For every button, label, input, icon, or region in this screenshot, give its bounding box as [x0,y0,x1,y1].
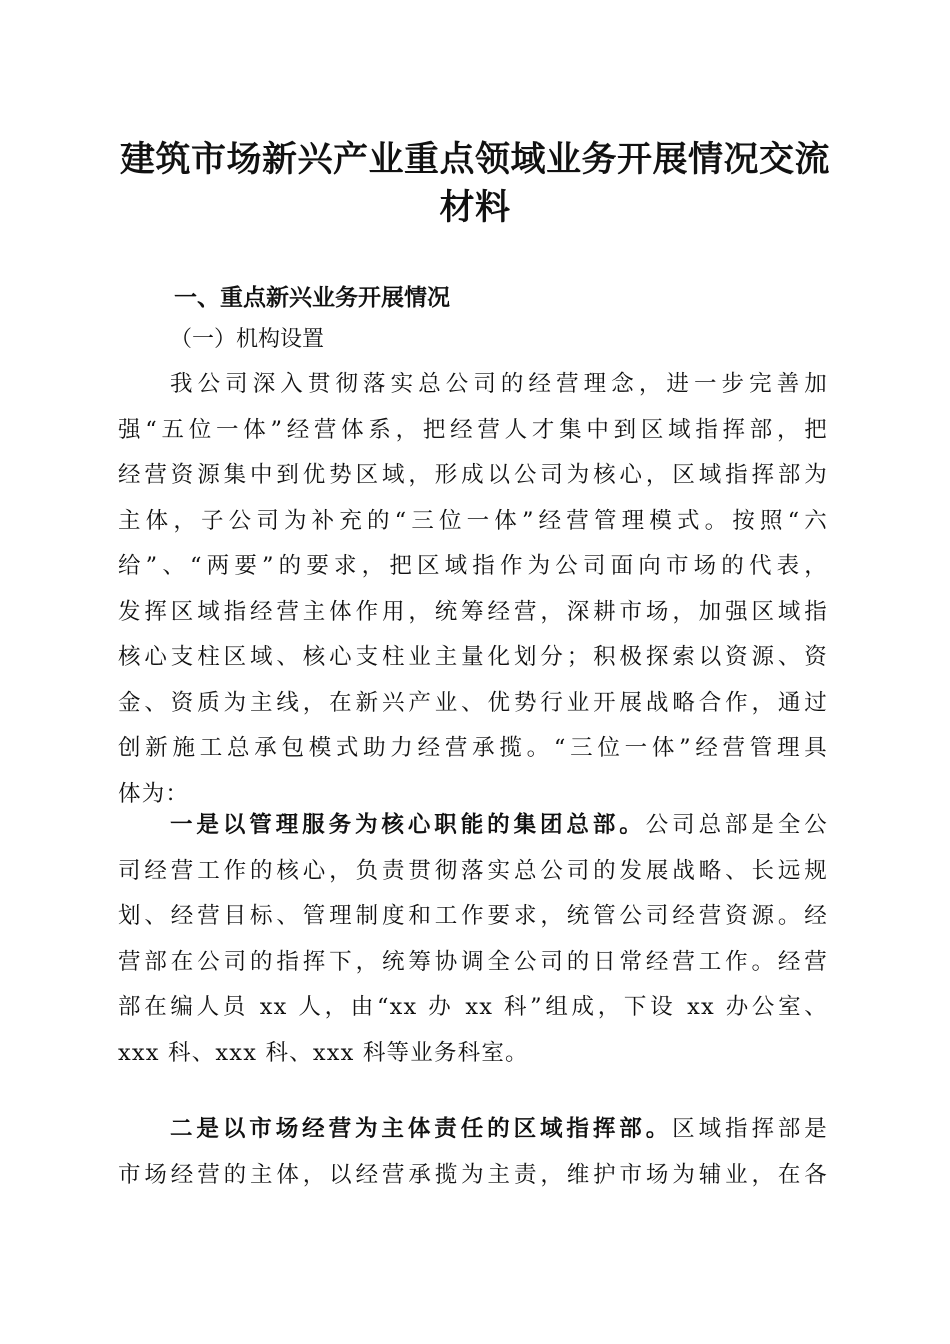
title-line-2: 材料 [439,187,511,228]
document-title [118,136,832,232]
paragraph-line: xxx 科、xxx 科、xxx 科等业务科室。 [118,1039,529,1066]
paragraph-organization [118,362,828,817]
paragraph-regional-command [118,1107,828,1198]
paragraph-line: 营部在公司的指挥下，统筹协调全公司的日常经营工作。经营 [118,948,828,975]
paragraph-lead-rest: 区域指挥部是 [672,1116,828,1142]
paragraph-line: 发挥区域指经营主体作用，统筹经营，深耕市场，加强区域指 [118,598,828,625]
paragraph-line: 市场经营的主体，以经营承揽为主责，维护市场为辅业，在各 [118,1161,828,1188]
subsection-heading: （一）机构设置 [170,327,325,352]
paragraph-line: 体为： [118,780,190,807]
paragraph-line: 给”、“两要”的要求，把区域指作为公司面向市场的代表， [118,553,828,579]
paragraph-line: 核心支柱区域、核心支柱业主量化划分；积极探索以资源、资 [118,644,828,670]
paragraph-line: 经营资源集中到优势区域，形成以公司为核心，区域指挥部为 [118,462,828,488]
paragraph-line: 金、资质为主线，在新兴产业、优势行业开展战略合作，通过 [118,689,828,716]
paragraph-lead-rest: 公司总部是全公 [645,812,828,838]
paragraph-first-line [118,803,828,849]
title-line-1: 建筑市场新兴产业重点领域业务开展情况交流 [119,139,830,180]
paragraph-line: 部在编人员 xx 人，由“xx 办 xx 科”组成，下设 xx 办公室、 [118,994,828,1020]
paragraph-line: 我公司深入贯彻落实总公司的经营理念，进一步完善加 [170,371,828,397]
paragraph-line: 创新施工总承包模式助力经营承揽。“三位一体”经营管理具 [118,735,828,761]
paragraph-line: 司经营工作的核心，负责贯彻落实总公司的发展战略、长远规 [118,857,828,884]
section-heading: 一、重点新兴业务开展情况 [174,285,450,311]
paragraph-line: 强“五位一体”经营体系，把经营人才集中到区域指挥部，把 [118,416,828,443]
paragraph-lead: 二是以市场经营为主体责任的区域指挥部。 [170,1116,673,1142]
paragraph-headquarters [118,803,828,1076]
paragraph-line: 主体，子公司为补充的“三位一体”经营管理模式。按照“六 [118,507,828,534]
paragraph-lead: 一是以管理服务为核心职能的集团总部。 [170,812,646,838]
paragraph-first-line [118,1107,828,1153]
paragraph-line: 划、经营目标、管理制度和工作要求，统管公司经营资源。经 [118,903,828,929]
